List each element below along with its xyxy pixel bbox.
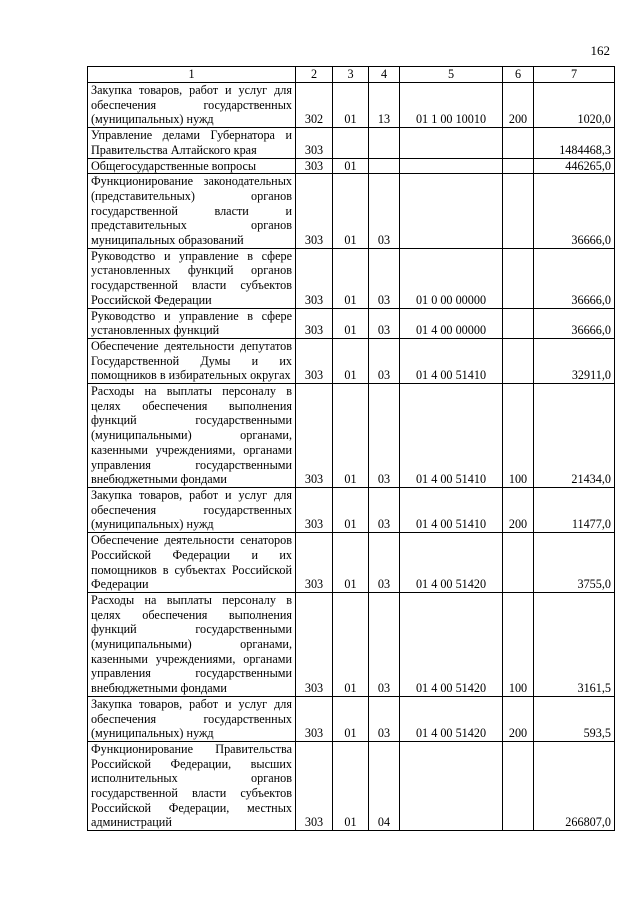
subsection-cell: 03 <box>369 338 400 383</box>
table-row <box>88 696 615 741</box>
header-cell: 1 <box>88 67 296 83</box>
subsection-cell: 03 <box>369 592 400 696</box>
row-name-cell: Расходы на выплаты персоналу в целях обеспечения выполнения функций государственными (муниципальными) органами, казенными учреждениями, органами управления государственными внебюджетными фондами <box>88 592 296 696</box>
admin-code-cell: 303 <box>296 384 333 488</box>
section-cell: 01 <box>333 384 369 488</box>
amount-cell: 1484468,3 <box>534 128 615 158</box>
target-article-cell <box>400 128 503 158</box>
admin-code-cell: 303 <box>296 174 333 249</box>
section-cell: 01 <box>333 696 369 741</box>
table-row <box>88 308 615 338</box>
amount-cell: 593,5 <box>534 696 615 741</box>
header-cell: 2 <box>296 67 333 83</box>
amount-cell: 1020,0 <box>534 83 615 128</box>
row-name-cell: Руководство и управление в сфере установленных функций органов государственной власти субъектов Российской Федерации <box>88 248 296 308</box>
expense-type-cell <box>503 338 534 383</box>
amount-cell: 32911,0 <box>534 338 615 383</box>
budget-table <box>87 66 615 831</box>
table-row <box>88 592 615 696</box>
amount-cell: 36666,0 <box>534 174 615 249</box>
header-cell: 7 <box>534 67 615 83</box>
expense-type-cell <box>503 308 534 338</box>
section-cell: 01 <box>333 308 369 338</box>
row-name-cell: Руководство и управление в сфере установленных функций <box>88 308 296 338</box>
target-article-cell <box>400 741 503 830</box>
expense-type-cell <box>503 248 534 308</box>
expense-type-cell: 100 <box>503 384 534 488</box>
admin-code-cell: 303 <box>296 248 333 308</box>
row-name-cell: Расходы на выплаты персоналу в целях обеспечения выполнения функций государственными (муниципальными) органами, казенными учреждениями, органами управления государственными внебюджетными фондами <box>88 384 296 488</box>
target-article-cell: 01 4 00 51420 <box>400 592 503 696</box>
subsection-cell <box>369 128 400 158</box>
section-cell: 01 <box>333 338 369 383</box>
subsection-cell: 03 <box>369 487 400 532</box>
row-name-cell: Управление делами Губернатора и Правительства Алтайского края <box>88 128 296 158</box>
expense-type-cell <box>503 128 534 158</box>
table-row <box>88 533 615 593</box>
table-row <box>88 741 615 830</box>
expense-type-cell <box>503 741 534 830</box>
row-name-cell: Функционирование Правительства Российской Федерации, высших исполнительных органов государственной власти субъектов Российской Федерации, местных администраций <box>88 741 296 830</box>
amount-cell: 21434,0 <box>534 384 615 488</box>
section-cell: 01 <box>333 741 369 830</box>
target-article-cell: 01 4 00 51420 <box>400 533 503 593</box>
admin-code-cell: 303 <box>296 592 333 696</box>
subsection-cell: 03 <box>369 174 400 249</box>
target-article-cell <box>400 158 503 174</box>
table-row <box>88 128 615 158</box>
target-article-cell: 01 4 00 51410 <box>400 384 503 488</box>
admin-code-cell: 303 <box>296 128 333 158</box>
subsection-cell: 03 <box>369 696 400 741</box>
table-row <box>88 83 615 128</box>
page-number: 162 <box>590 43 610 58</box>
row-name-cell: Обеспечение деятельности депутатов Государственной Думы и их помощников в избирательных округах <box>88 338 296 383</box>
subsection-cell <box>369 158 400 174</box>
subsection-cell: 13 <box>369 83 400 128</box>
section-cell: 01 <box>333 158 369 174</box>
expense-type-cell <box>503 174 534 249</box>
amount-cell: 36666,0 <box>534 308 615 338</box>
admin-code-cell: 303 <box>296 533 333 593</box>
row-name-cell: Функционирование законодательных (представительных) органов государственной власти и представительных органов муниципальных образований <box>88 174 296 249</box>
header-cell: 5 <box>400 67 503 83</box>
target-article-cell <box>400 174 503 249</box>
amount-cell: 3755,0 <box>534 533 615 593</box>
expense-type-cell: 100 <box>503 592 534 696</box>
section-cell: 01 <box>333 533 369 593</box>
table-row <box>88 158 615 174</box>
target-article-cell: 01 1 00 10010 <box>400 83 503 128</box>
table-body <box>88 83 615 831</box>
admin-code-cell: 303 <box>296 158 333 174</box>
target-article-cell: 01 4 00 00000 <box>400 308 503 338</box>
expense-type-cell: 200 <box>503 487 534 532</box>
row-name-cell: Обеспечение деятельности сенаторов Российской Федерации и их помощников в субъектах Российской Федерации <box>88 533 296 593</box>
admin-code-cell: 303 <box>296 338 333 383</box>
table-row <box>88 338 615 383</box>
admin-code-cell: 303 <box>296 308 333 338</box>
section-cell <box>333 128 369 158</box>
amount-cell: 266807,0 <box>534 741 615 830</box>
subsection-cell: 03 <box>369 533 400 593</box>
row-name-cell: Общегосударственные вопросы <box>88 158 296 174</box>
admin-code-cell: 303 <box>296 741 333 830</box>
table-row <box>88 248 615 308</box>
expense-type-cell: 200 <box>503 696 534 741</box>
expense-type-cell <box>503 158 534 174</box>
section-cell: 01 <box>333 174 369 249</box>
admin-code-cell: 302 <box>296 83 333 128</box>
table-row <box>88 384 615 488</box>
admin-code-cell: 303 <box>296 487 333 532</box>
section-cell: 01 <box>333 487 369 532</box>
subsection-cell: 03 <box>369 248 400 308</box>
target-article-cell: 01 4 00 51410 <box>400 338 503 383</box>
row-name-cell: Закупка товаров, работ и услуг для обеспечения государственных (муниципальных) нужд <box>88 696 296 741</box>
target-article-cell: 01 0 00 00000 <box>400 248 503 308</box>
table-row <box>88 487 615 532</box>
amount-cell: 446265,0 <box>534 158 615 174</box>
admin-code-cell: 303 <box>296 696 333 741</box>
expense-type-cell <box>503 533 534 593</box>
subsection-cell: 03 <box>369 384 400 488</box>
section-cell: 01 <box>333 248 369 308</box>
row-name-cell: Закупка товаров, работ и услуг для обеспечения государственных (муниципальных) нужд <box>88 83 296 128</box>
amount-cell: 11477,0 <box>534 487 615 532</box>
target-article-cell: 01 4 00 51410 <box>400 487 503 532</box>
expense-type-cell: 200 <box>503 83 534 128</box>
subsection-cell: 04 <box>369 741 400 830</box>
section-cell: 01 <box>333 83 369 128</box>
row-name-cell: Закупка товаров, работ и услуг для обеспечения государственных (муниципальных) нужд <box>88 487 296 532</box>
section-cell: 01 <box>333 592 369 696</box>
amount-cell: 36666,0 <box>534 248 615 308</box>
header-cell: 4 <box>369 67 400 83</box>
header-cell: 6 <box>503 67 534 83</box>
subsection-cell: 03 <box>369 308 400 338</box>
amount-cell: 3161,5 <box>534 592 615 696</box>
table-row <box>88 174 615 249</box>
header-cell: 3 <box>333 67 369 83</box>
target-article-cell: 01 4 00 51420 <box>400 696 503 741</box>
table-header-row <box>88 67 615 83</box>
